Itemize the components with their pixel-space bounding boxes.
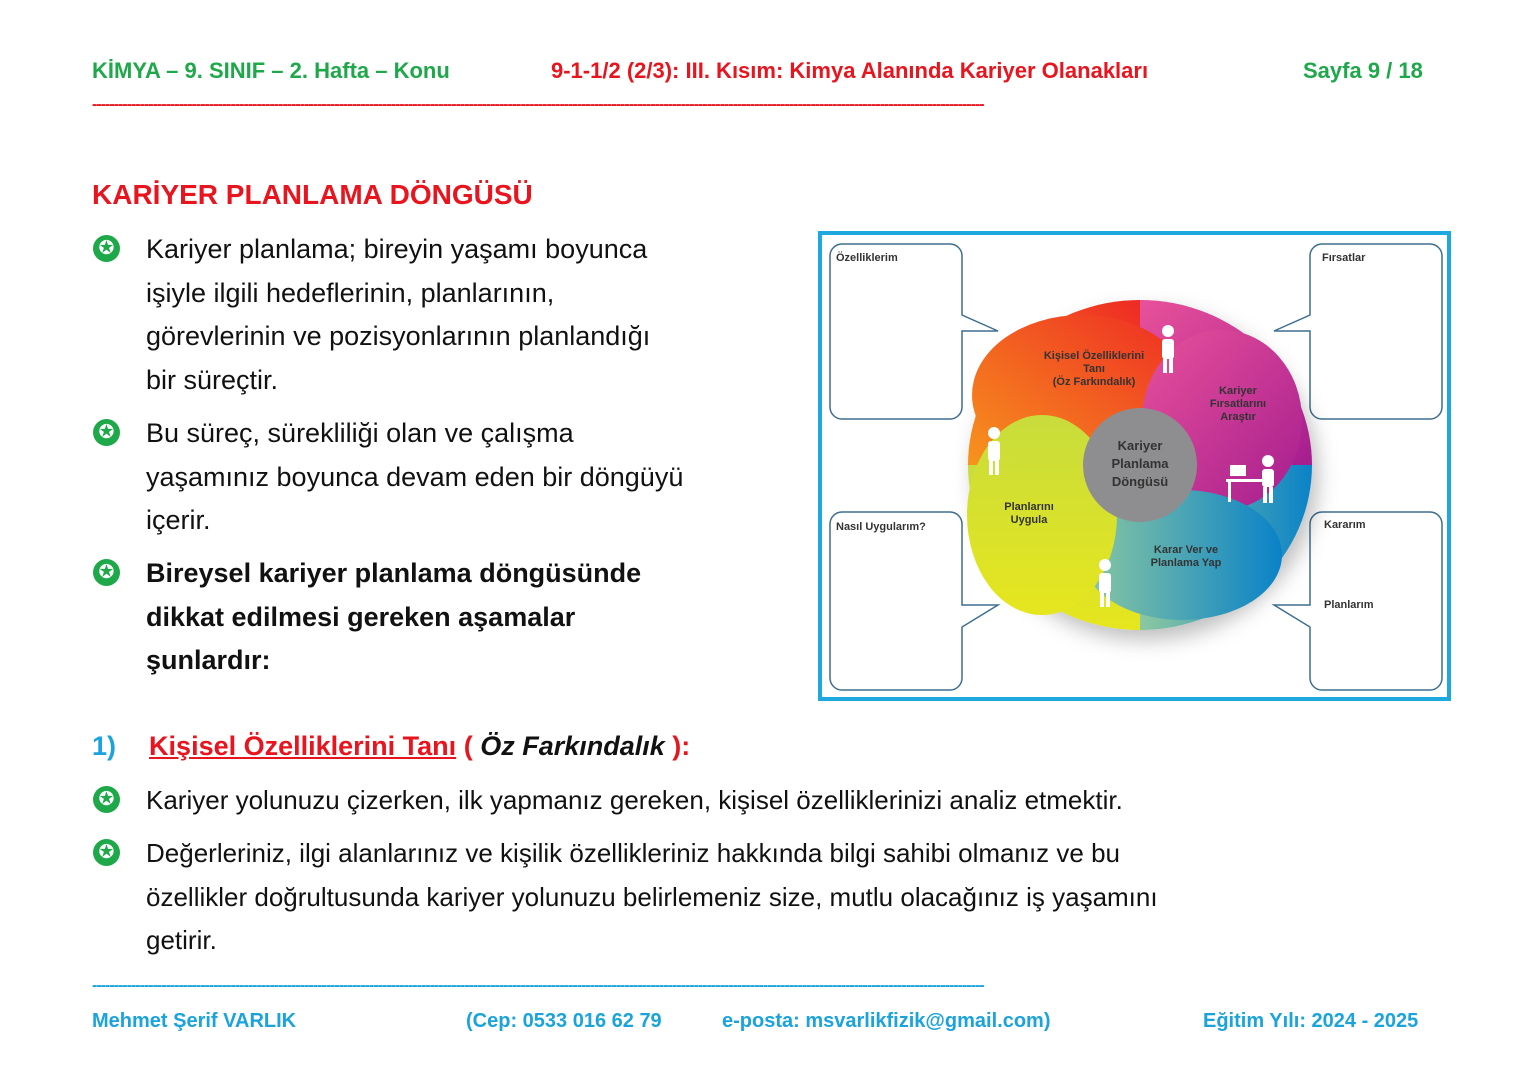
line: içerir.: [146, 505, 211, 535]
line: özellikler doğrultusunda kariyer yolunuzu belirlemeniz size, mutlu olacağınız iş yaşamını: [146, 881, 1158, 912]
header-page-number: Sayfa 9 / 18: [1303, 58, 1423, 83]
line: yaşamınız boyunca devam eden bir döngüyü: [146, 461, 684, 492]
segment-label: Kariyer Fırsatlarını Araştır: [1209, 385, 1267, 423]
callout-label: Planlarım: [1324, 599, 1374, 611]
line: bir süreçtir.: [146, 364, 279, 395]
callout-label: Kararım: [1324, 519, 1366, 531]
line: dikkat edilmesi gereken aşamalar: [146, 601, 576, 632]
header-subject: KİMYA – 9. SINIF – 2. Hafta – Konu: [92, 58, 450, 83]
star-circle-icon: ✪: [93, 839, 120, 866]
segment-label: Planlarını Uygula: [1004, 501, 1054, 526]
line: şunlardır:: [146, 645, 271, 675]
star-circle-icon: ✪: [93, 786, 120, 813]
line: Kariyer planlama; bireyin yaşamı boyunca: [146, 234, 648, 264]
bullet-text: [146, 779, 1123, 823]
footer-author: Mehmet Şerif VARLIK: [92, 1010, 297, 1032]
bullet-text: [146, 228, 650, 402]
segment-label: Kişisel Özelliklerini Tanı (Öz Farkındalık): [1043, 350, 1145, 388]
line: görevlerinin ve pozisyonlarının planlandığı: [146, 321, 651, 351]
bullet-text: [146, 552, 641, 683]
callout-label: Nasıl Uygularım?: [836, 521, 926, 533]
line: işiyle ilgili hedeflerinin, planlarının,: [146, 277, 555, 308]
star-circle-icon: ✪: [93, 235, 120, 262]
line: Bu süreç, sürekliliği olan ve çalışma: [146, 418, 574, 448]
career-cycle-diagram: [818, 231, 1451, 701]
callout-top-right: [1274, 244, 1442, 419]
footer-email: e-posta: msvarlikfizik@gmail.com): [722, 1010, 1051, 1032]
segment-label: Karar Ver ve Planlama Yap: [1150, 544, 1222, 569]
header-topic: 9-1-1/2 (2/3): III. Kısım: Kimya Alanında Kariyer Olanakları: [551, 58, 1149, 83]
footer-phone: (Cep: 0533 016 62 79: [466, 1010, 662, 1032]
step-heading: 1) Kişisel Özelliklerini Tanı ( Öz Farkındalık ):: [92, 731, 691, 761]
star-circle-icon: ✪: [93, 559, 120, 586]
footer-year: Eğitim Yılı: 2024 - 2025: [1203, 1010, 1419, 1032]
line: Değerleriniz, ilgi alanlarınız ve kişilik özellikleriniz hakkında bilgi sahibi olmanız ve bu: [146, 838, 1120, 868]
section-title: KARİYER PLANLAMA DÖNGÜSÜ: [92, 179, 533, 210]
line: Kariyer yolunuzu çizerken, ilk yapmanız gereken, kişisel özelliklerinizi analiz etmektir.: [146, 785, 1123, 815]
line: getirir.: [146, 925, 217, 955]
callout-label: Fırsatlar: [1322, 252, 1366, 264]
line: Bireysel kariyer planlama döngüsünde: [146, 558, 642, 588]
star-circle-icon: ✪: [93, 419, 120, 446]
callout-label: Özelliklerim: [836, 252, 898, 264]
bullet-text: [146, 832, 1158, 963]
center-label: Kariyer Planlama Döngüsü: [1111, 438, 1169, 489]
bullet-text: [146, 412, 683, 543]
footer-divider: --------------------------------------------------------------------------------------------------------------------------------------------------------------------------------------------------------------: [92, 977, 984, 994]
header-divider: --------------------------------------------------------------------------------------------------------------------------------------------------------------------------------------------------------------: [92, 96, 984, 113]
